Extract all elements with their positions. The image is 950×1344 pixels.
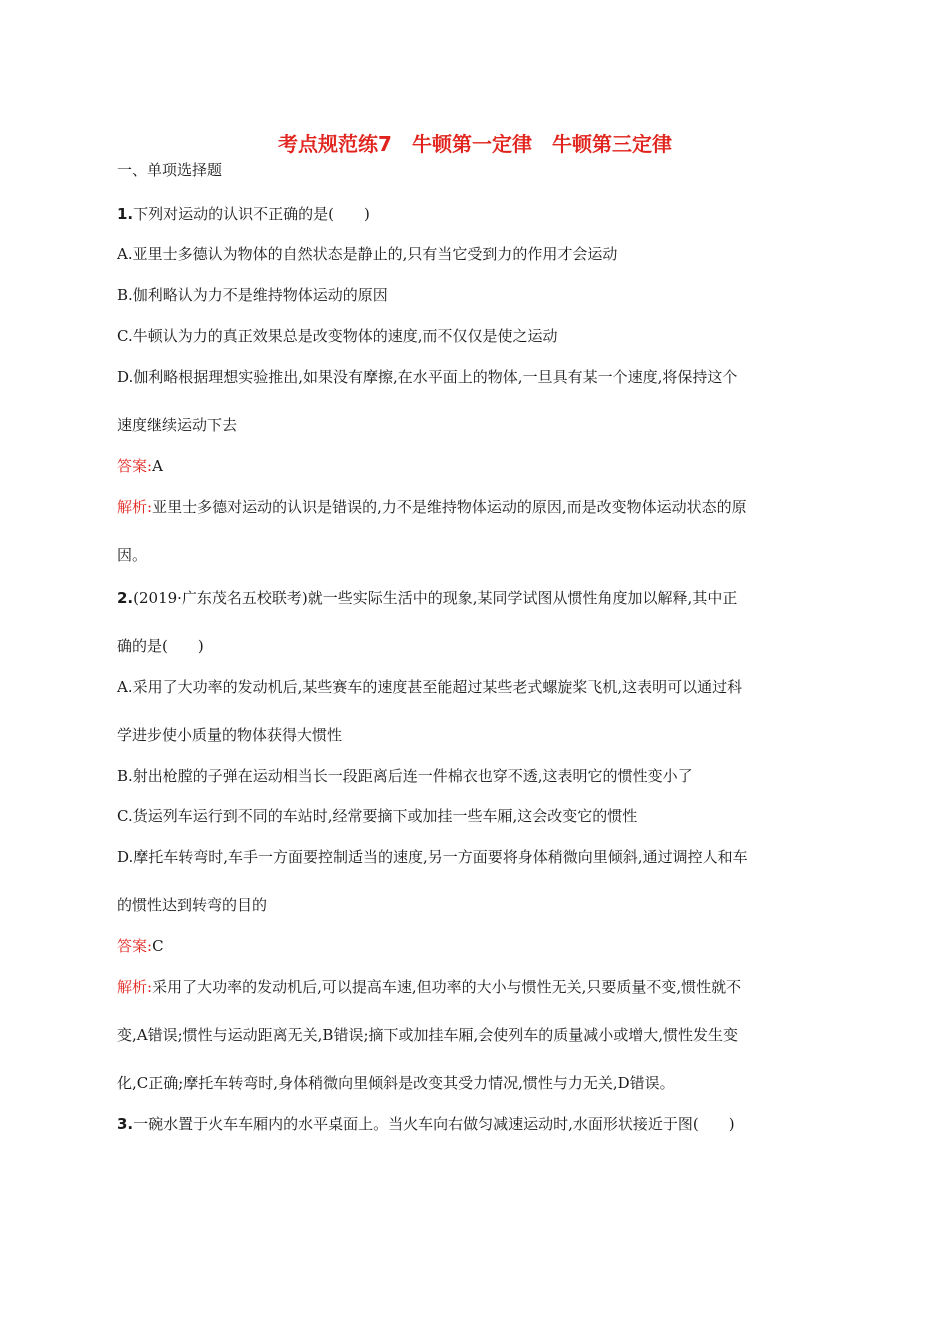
question-1-option-a: A.亚里士多德认为物体的自然状态是静止的,只有当它受到力的作用才会运动 [117,245,618,263]
question-2-answer [117,936,164,956]
question-2-option-b: B.射出枪膛的子弹在运动相当长一段距离后连一件棉衣也穿不透,这表明它的惯性变小了 [117,767,693,785]
answer-label: 答案: [117,457,153,475]
question-3-text: 一碗水置于火车车厢内的水平桌面上。当火车向右做匀减速运动时,水面形状接近于图( ) [133,1115,735,1133]
question-2-option-d-line2: 的惯性达到转弯的目的 [117,896,268,914]
answer-value: C [152,937,164,955]
analysis-label: 解析: [117,978,153,996]
question-2-option-d-line1: D.摩托车转弯时,车手一方面要控制适当的速度,另一方面要将身体稍微向里倾斜,通过调控人和车 [117,848,748,866]
question-2-analysis-line2: 变,A错误;惯性与运动距离无关,B错误;摘下或加挂车厢,会使列车的质量减小或增大,惯性发生变 [117,1026,739,1044]
question-2-option-a-line2: 学进步使小质量的物体获得大惯性 [117,726,343,744]
analysis-text: 采用了大功率的发动机后,可以提高车速,但功率的大小与惯性无关,只要质量不变,惯性就不 [152,978,742,996]
question-1-analysis-line2: 因。 [117,546,148,564]
question-3-stem [117,1114,735,1134]
question-2-option-c: C.货运列车运行到不同的车站时,经常要摘下或加挂一些车厢,这会改变它的惯性 [117,807,638,825]
question-1-stem [117,204,370,224]
question-1-number: 1. [117,205,134,223]
question-2-analysis-line3: 化,C正确;摩托车转弯时,身体稍微向里倾斜是改变其受力情况,惯性与力无关,D错误。 [117,1074,675,1092]
section-heading: 一、单项选择题 [117,161,223,179]
question-2-stem-line1 [117,588,737,608]
question-2-text: (2019·广东茂名五校联考)就一些实际生活中的现象,某同学试图从惯性角度加以解释,其中正 [133,589,738,607]
page-title: 考点规范练7 牛顿第一定律 牛顿第三定律 [278,132,672,156]
question-1-option-c: C.牛顿认为力的真正效果总是改变物体的速度,而不仅仅是使之运动 [117,327,558,345]
question-2-number: 2. [117,589,134,607]
analysis-label: 解析: [117,498,153,516]
question-1-option-d-line1: D.伽利略根据理想实验推出,如果没有摩擦,在水平面上的物体,一旦具有某一个速度,将保持这个 [117,368,738,386]
question-3-number: 3. [117,1115,134,1133]
question-1-analysis-line1 [117,497,747,517]
analysis-text: 亚里士多德对运动的认识是错误的,力不是维持物体运动的原因,而是改变物体运动状态的原 [152,498,747,516]
question-2-analysis-line1 [117,977,741,997]
answer-label: 答案: [117,937,153,955]
question-1-text: 下列对运动的认识不正确的是( ) [133,205,370,223]
question-2-option-a-line1: A.采用了大功率的发动机后,某些赛车的速度甚至能超过某些老式螺旋桨飞机,这表明可以通过科 [117,678,743,696]
question-1-option-d-line2: 速度继续运动下去 [117,416,238,434]
answer-value: A [152,457,163,475]
question-1-option-b: B.伽利略认为力不是维持物体运动的原因 [117,286,388,304]
question-1-answer [117,456,163,476]
question-2-stem-line2: 确的是( ) [117,637,204,655]
